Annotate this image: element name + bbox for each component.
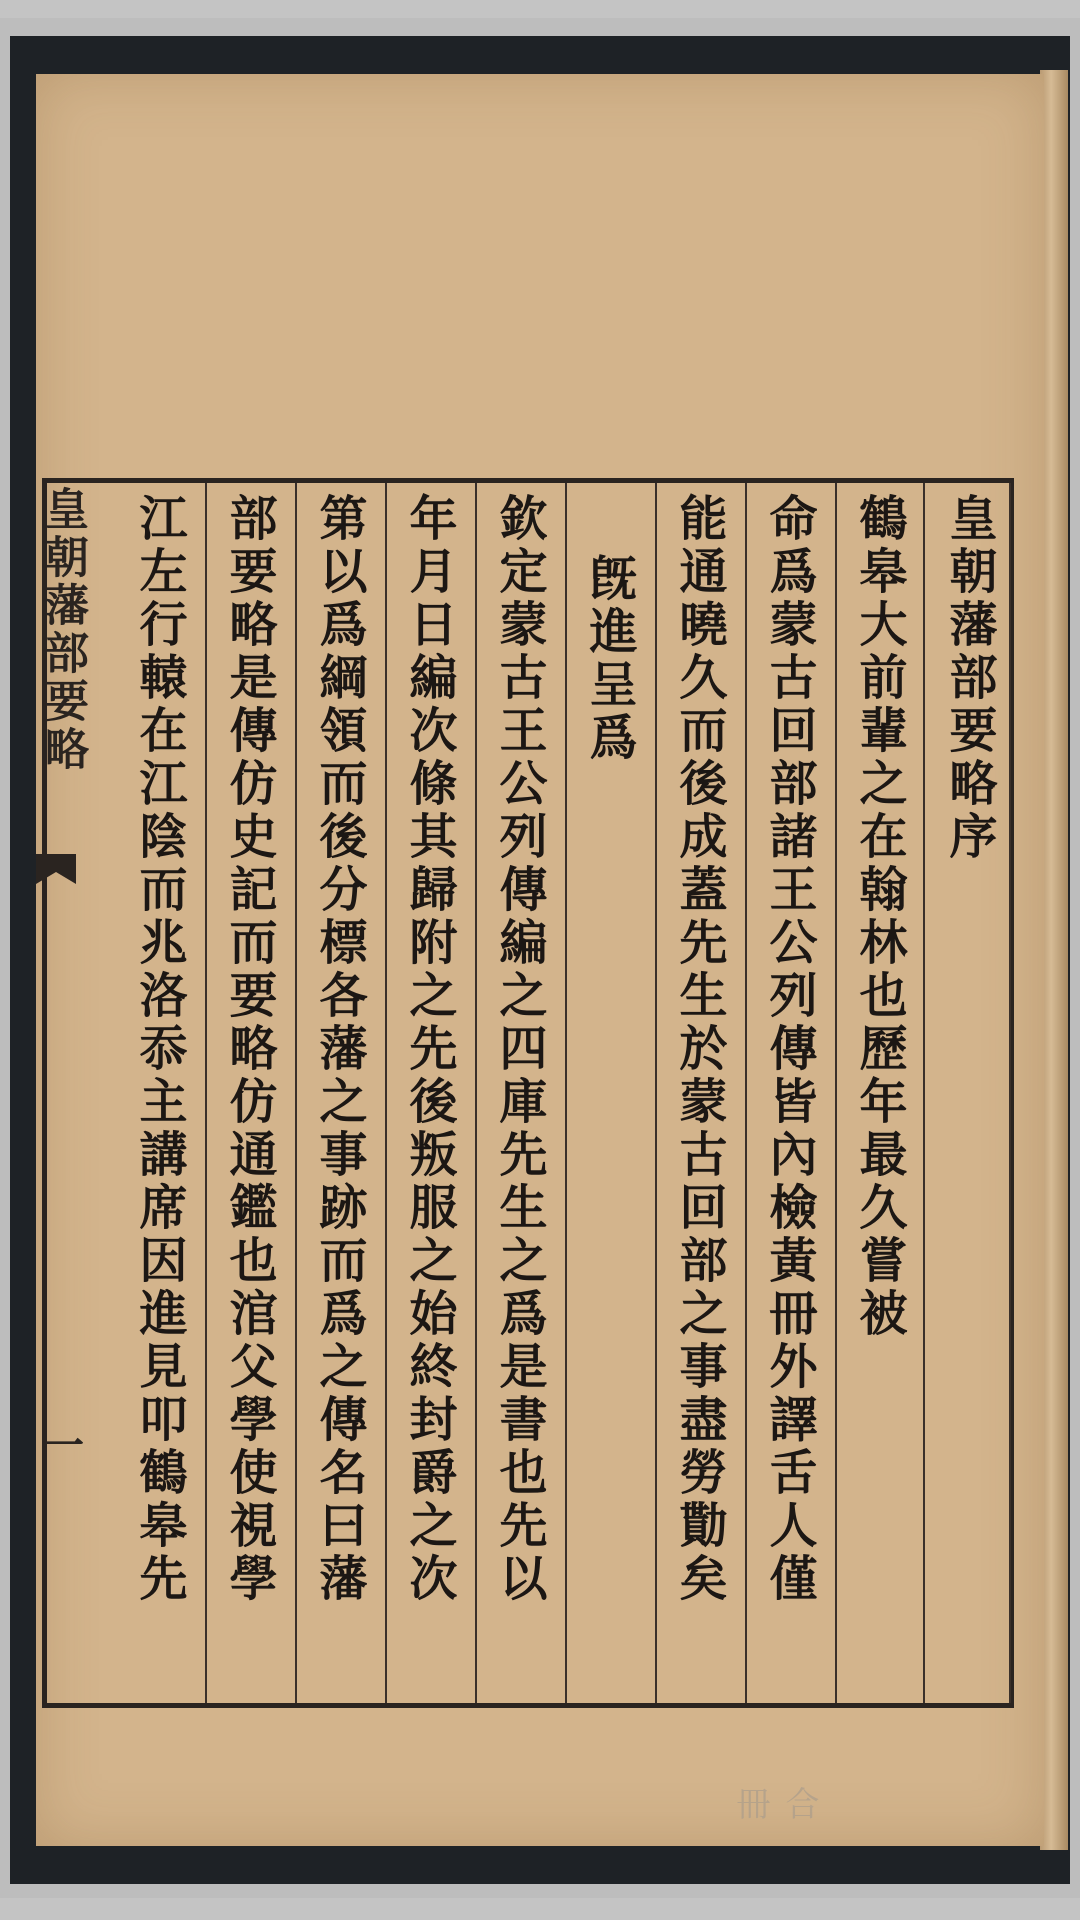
bottom-bar xyxy=(0,1898,1080,1920)
column-text: 命爲蒙古回部諸王公列傳皆內檢黃冊外譯舌人僅 xyxy=(761,493,817,1606)
column-text: 鶴皋大前輩之在翰林也歷年最久嘗被 xyxy=(851,493,907,1341)
leaf-number: 一 xyxy=(44,1422,84,1469)
column-text: 江左行轅在江陰而兆洛忝主講席因進見叩鶴皋先 xyxy=(131,493,187,1606)
column-text: 第以爲綱領而後分標各藩之事跡而爲之傳名曰藩 xyxy=(311,493,367,1606)
text-column xyxy=(835,483,925,1703)
text-column xyxy=(745,483,837,1703)
text-column xyxy=(295,483,387,1703)
column-text: 年月日編次條其歸附之先後叛服之始終封爵之次 xyxy=(401,493,457,1606)
text-column xyxy=(565,483,657,1703)
top-bar xyxy=(0,0,1080,18)
text-column xyxy=(205,483,297,1703)
text-column xyxy=(475,483,567,1703)
column-text: 欽定蒙古王公列傳編之四庫先生之爲是書也先以 xyxy=(491,493,547,1606)
column-text: 旣進呈爲 xyxy=(581,553,637,765)
page-edge xyxy=(1040,70,1068,1850)
text-frame xyxy=(42,478,1014,1708)
library-stamp: 合冊 xyxy=(730,1786,819,1820)
text-column xyxy=(115,483,207,1703)
column-text: 部要略是傳仿史記而要略仿通鑑也涫父學使視學 xyxy=(221,493,277,1606)
book-page xyxy=(36,74,1044,1846)
text-column xyxy=(655,483,747,1703)
margin-title-text: 皇朝藩部要略 xyxy=(37,486,88,774)
column-text: 皇朝藩部要略序 xyxy=(941,493,997,864)
column-text: 能通曉久而後成蓋先生於蒙古回部之事盡勞勩矣 xyxy=(671,493,727,1606)
text-column xyxy=(923,483,1011,1703)
text-column xyxy=(385,483,477,1703)
